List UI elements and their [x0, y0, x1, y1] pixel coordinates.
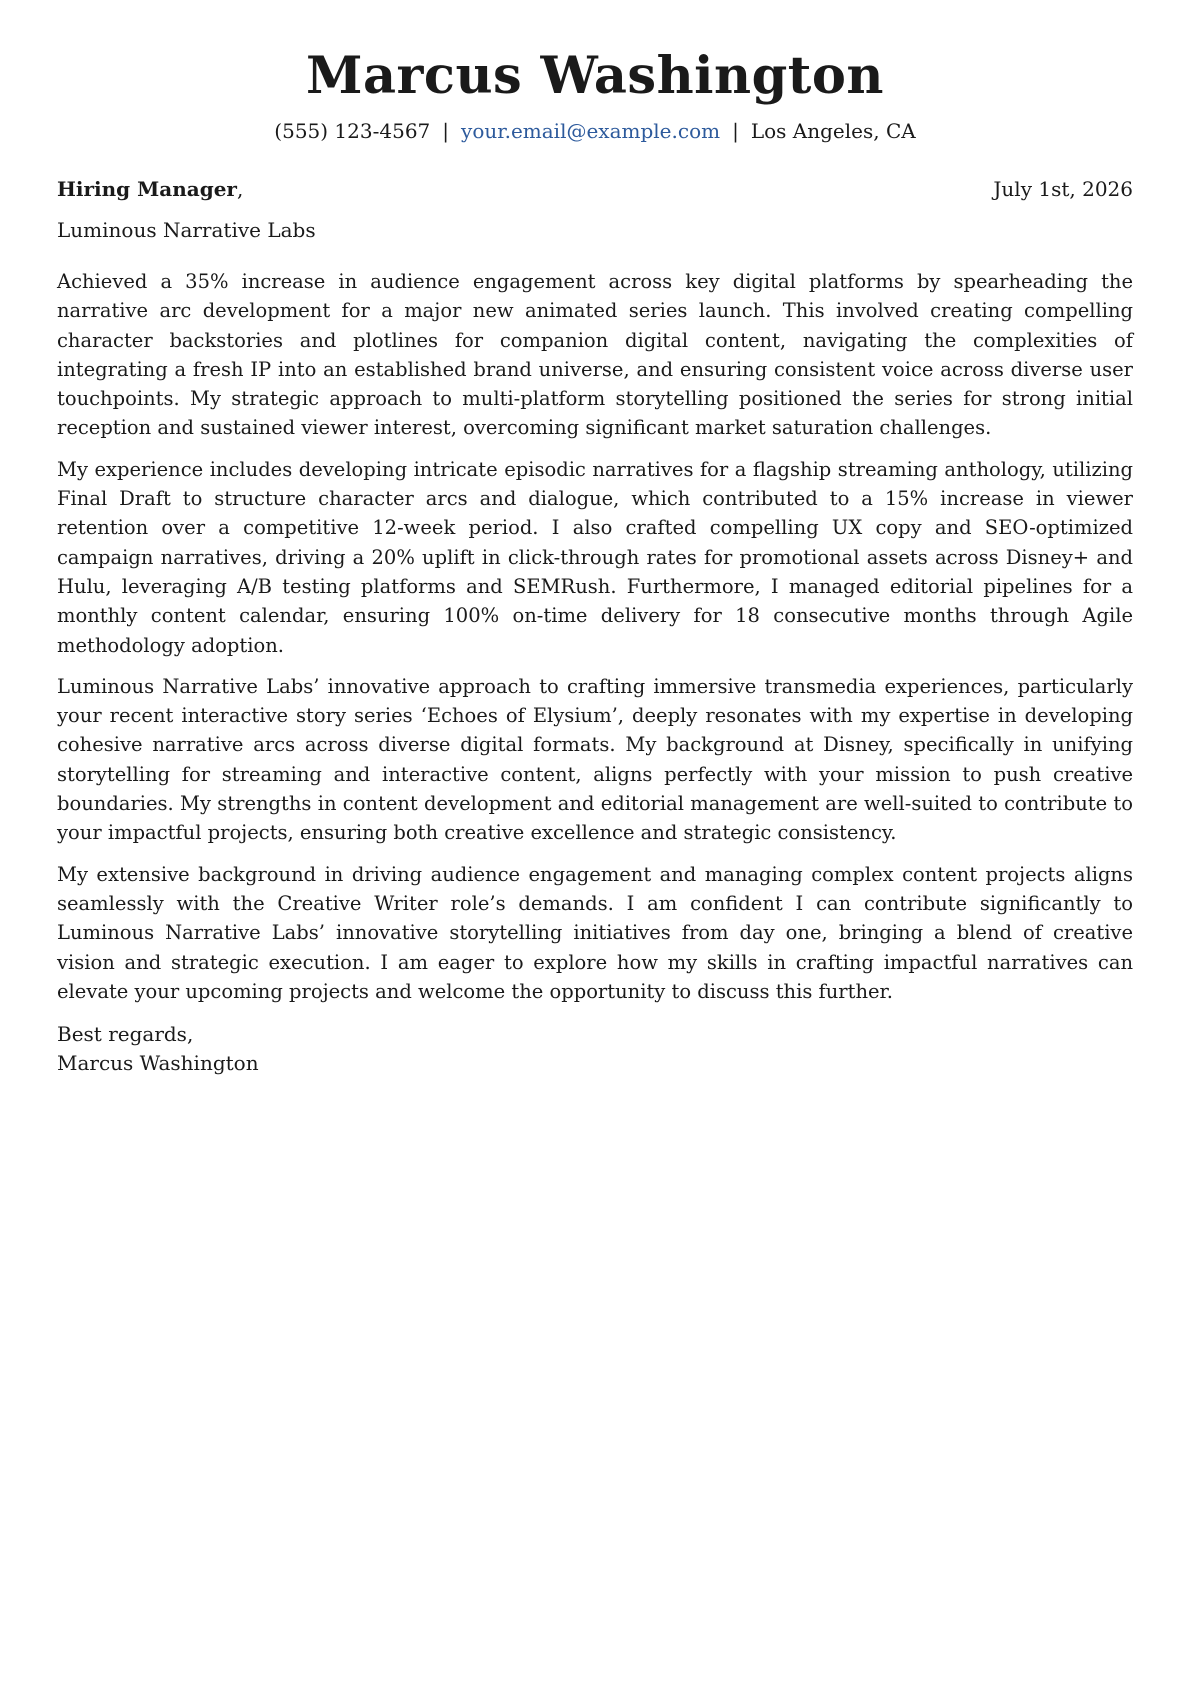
- phone-number: (555) 123-4567: [274, 119, 431, 143]
- body-paragraph: Luminous Narrative Labs’ innovative approach to crafting immersive transmedia experiences, particularly your recent interactive story series ‘Echoes of Elysium’, deeply resonates with my expertise in developing cohesive narrative arcs across diverse digital formats. My background at Disney, specifically in unifying storytelling for streaming and interactive content, aligns perfectly with your mission to push creative boundaries. My strengths in content development and editorial management are well-suited to contribute to your impactful projects, ensuring both creative excellence and strategic consistency.: [57, 674, 1133, 845]
- body-paragraph: Achieved a 35% increase in audience engagement across key digital platforms by spearheading the narrative arc development for a major new animated series launch. This involved creating compelling character backstories and plotlines for companion digital content, navigating the complexities of integrating a fresh IP into an established brand universe, and ensuring consistent voice across diverse user touchpoints. My strategic approach to multi-platform storytelling positioned the series for strong initial reception and sustained viewer interest, overcoming significant market saturation challenges.: [57, 270, 1133, 440]
- letter-header: [57, 40, 1133, 144]
- letter-body: [57, 267, 1133, 1006]
- contact-line: [57, 118, 1133, 144]
- contact-separator: |: [442, 119, 450, 143]
- recipient-name-suffix: ,: [236, 177, 244, 201]
- body-paragraph: My experience includes developing intricate episodic narratives for a flagship streaming anthology, utilizing Final Draft to structure character arcs and dialogue, which contributed to a 15% increase in viewer retention over a competitive 12-week period. I also crafted compelling UX copy and SEO-optimized campaign narratives, driving a 20% uplift in click-through rates for promotional assets across Disney+ and Hulu, leveraging A/B testing platforms and SEMRush. Furthermore, I managed editorial pipelines for a monthly content calendar, ensuring 100% on-time delivery for 18 consecutive months through Agile methodology adoption.: [57, 457, 1133, 657]
- closing-salutation: Best regards,: [57, 1022, 194, 1047]
- letter-closing: [57, 1020, 1133, 1078]
- recipient-name: Hiring Manager: [57, 177, 237, 201]
- recipient-company: Luminous Narrative Labs: [57, 218, 316, 242]
- letter-date: July 1st, 2026: [993, 177, 1133, 201]
- recipient-salutation: [57, 174, 243, 204]
- applicant-name: Marcus Washington: [306, 46, 884, 106]
- location: Los Angeles, CA: [750, 119, 916, 143]
- body-paragraph: My extensive background in driving audience engagement and managing complex content projects aligns seamlessly with the Creative Writer role’s demands. I am confident I can contribute significantly to Luminous Narrative Labs’ innovative storytelling initiatives from day one, bringing a blend of creative vision and strategic execution. I am eager to explore how my skills in crafting impactful narratives can elevate your upcoming projects and welcome the opportunity to discuss this further.: [57, 862, 1133, 1003]
- contact-separator: |: [732, 119, 739, 143]
- signature-name: Marcus Washington: [57, 1051, 259, 1076]
- email-link[interactable]: your.email@example.com: [461, 119, 721, 143]
- recipient-row: [57, 174, 1133, 204]
